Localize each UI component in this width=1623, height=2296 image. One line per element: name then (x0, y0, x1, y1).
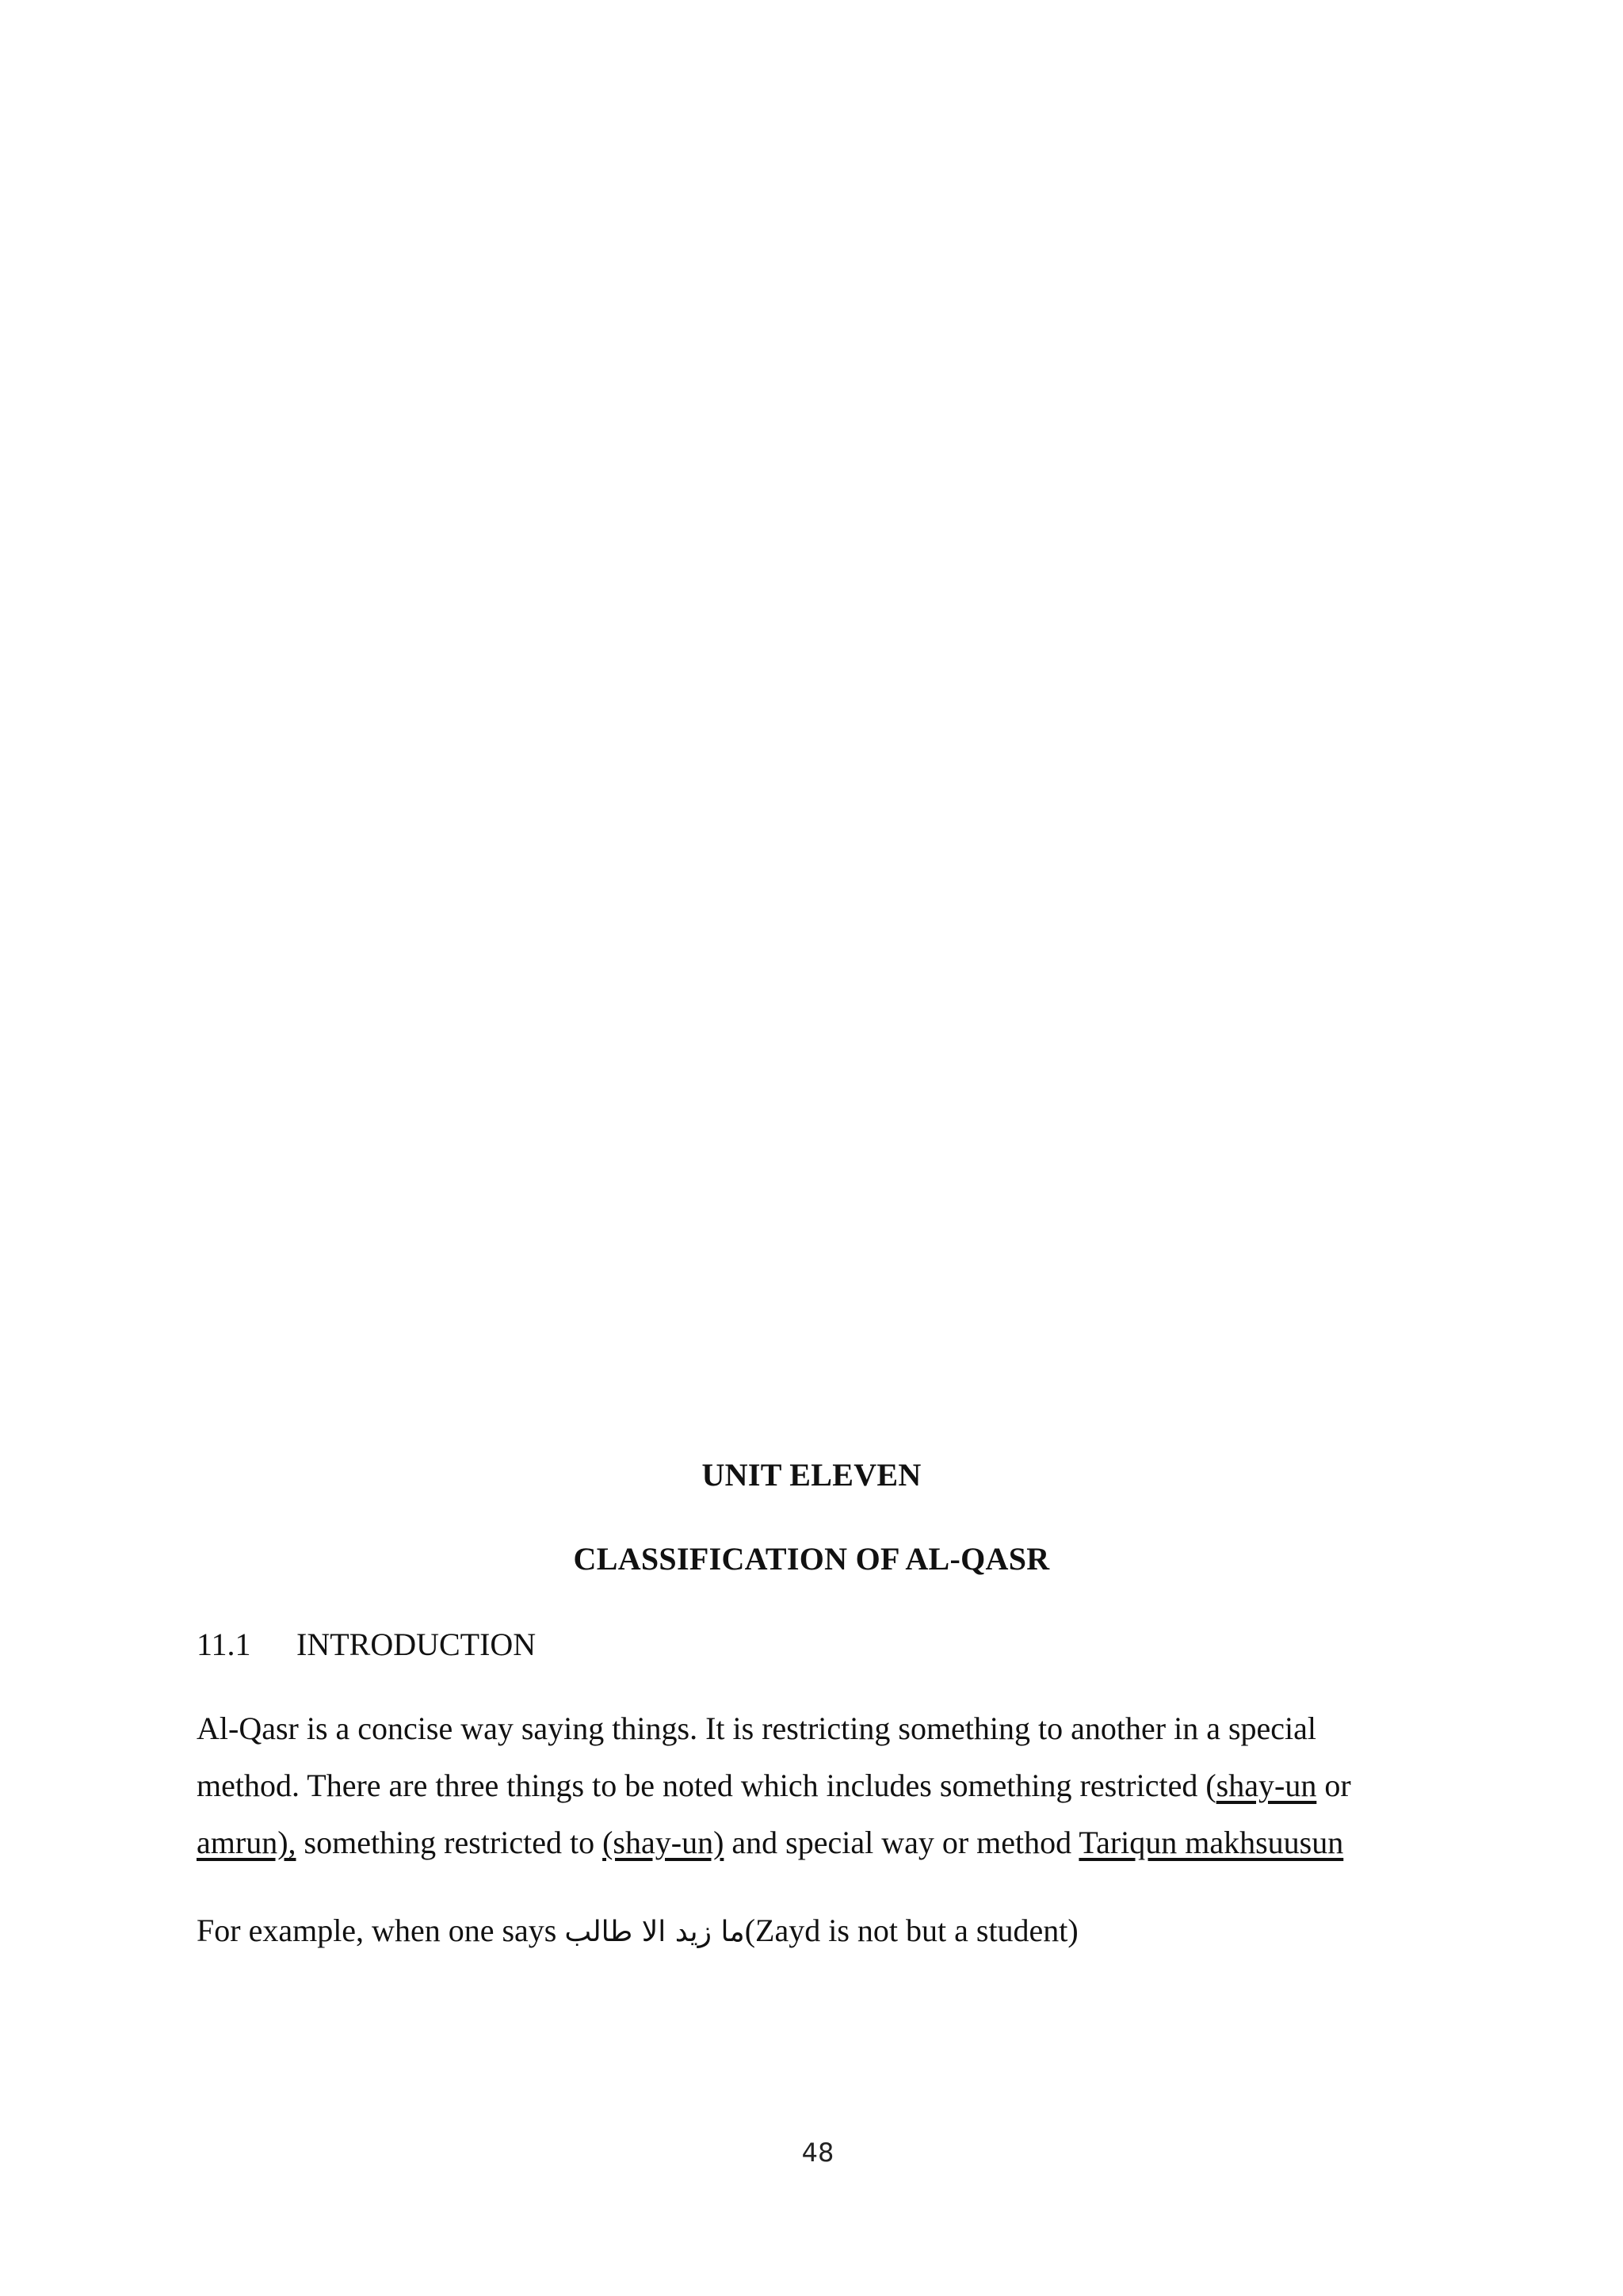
page-number: 48 (801, 2138, 834, 2168)
underlined-term: (shay-un) (602, 1825, 724, 1860)
text-run: something restricted to (296, 1825, 603, 1860)
section-number: 11.1 (197, 1627, 251, 1662)
underlined-term: Tariqun makhsuusun (1079, 1825, 1344, 1860)
section-heading (197, 1626, 536, 1663)
paragraph-line: Al-Qasr is a concise way saying things. It is restricting something to another in a special (197, 1711, 1317, 1746)
text-run: and special way or method (724, 1825, 1079, 1860)
example-lead: For example, when one says (197, 1913, 565, 1948)
underlined-term: amrun), (197, 1825, 296, 1860)
example-translation: (Zayd is not but a student) (744, 1913, 1079, 1948)
paragraph-line (197, 1767, 1351, 1804)
unit-title: UNIT ELEVEN (701, 1457, 922, 1493)
text-run: or (1316, 1768, 1351, 1803)
arabic-example: ما زيد الا طالب (564, 1916, 745, 1948)
underlined-term: shay-un (1216, 1768, 1317, 1803)
paragraph-line (197, 1824, 1343, 1861)
example-line (197, 1912, 1079, 1949)
text-run: method. There are three things to be noted which includes something restricted ( (197, 1768, 1216, 1803)
section-title: INTRODUCTION (296, 1627, 537, 1662)
chapter-title: CLASSIFICATION OF AL-QASR (573, 1541, 1050, 1577)
